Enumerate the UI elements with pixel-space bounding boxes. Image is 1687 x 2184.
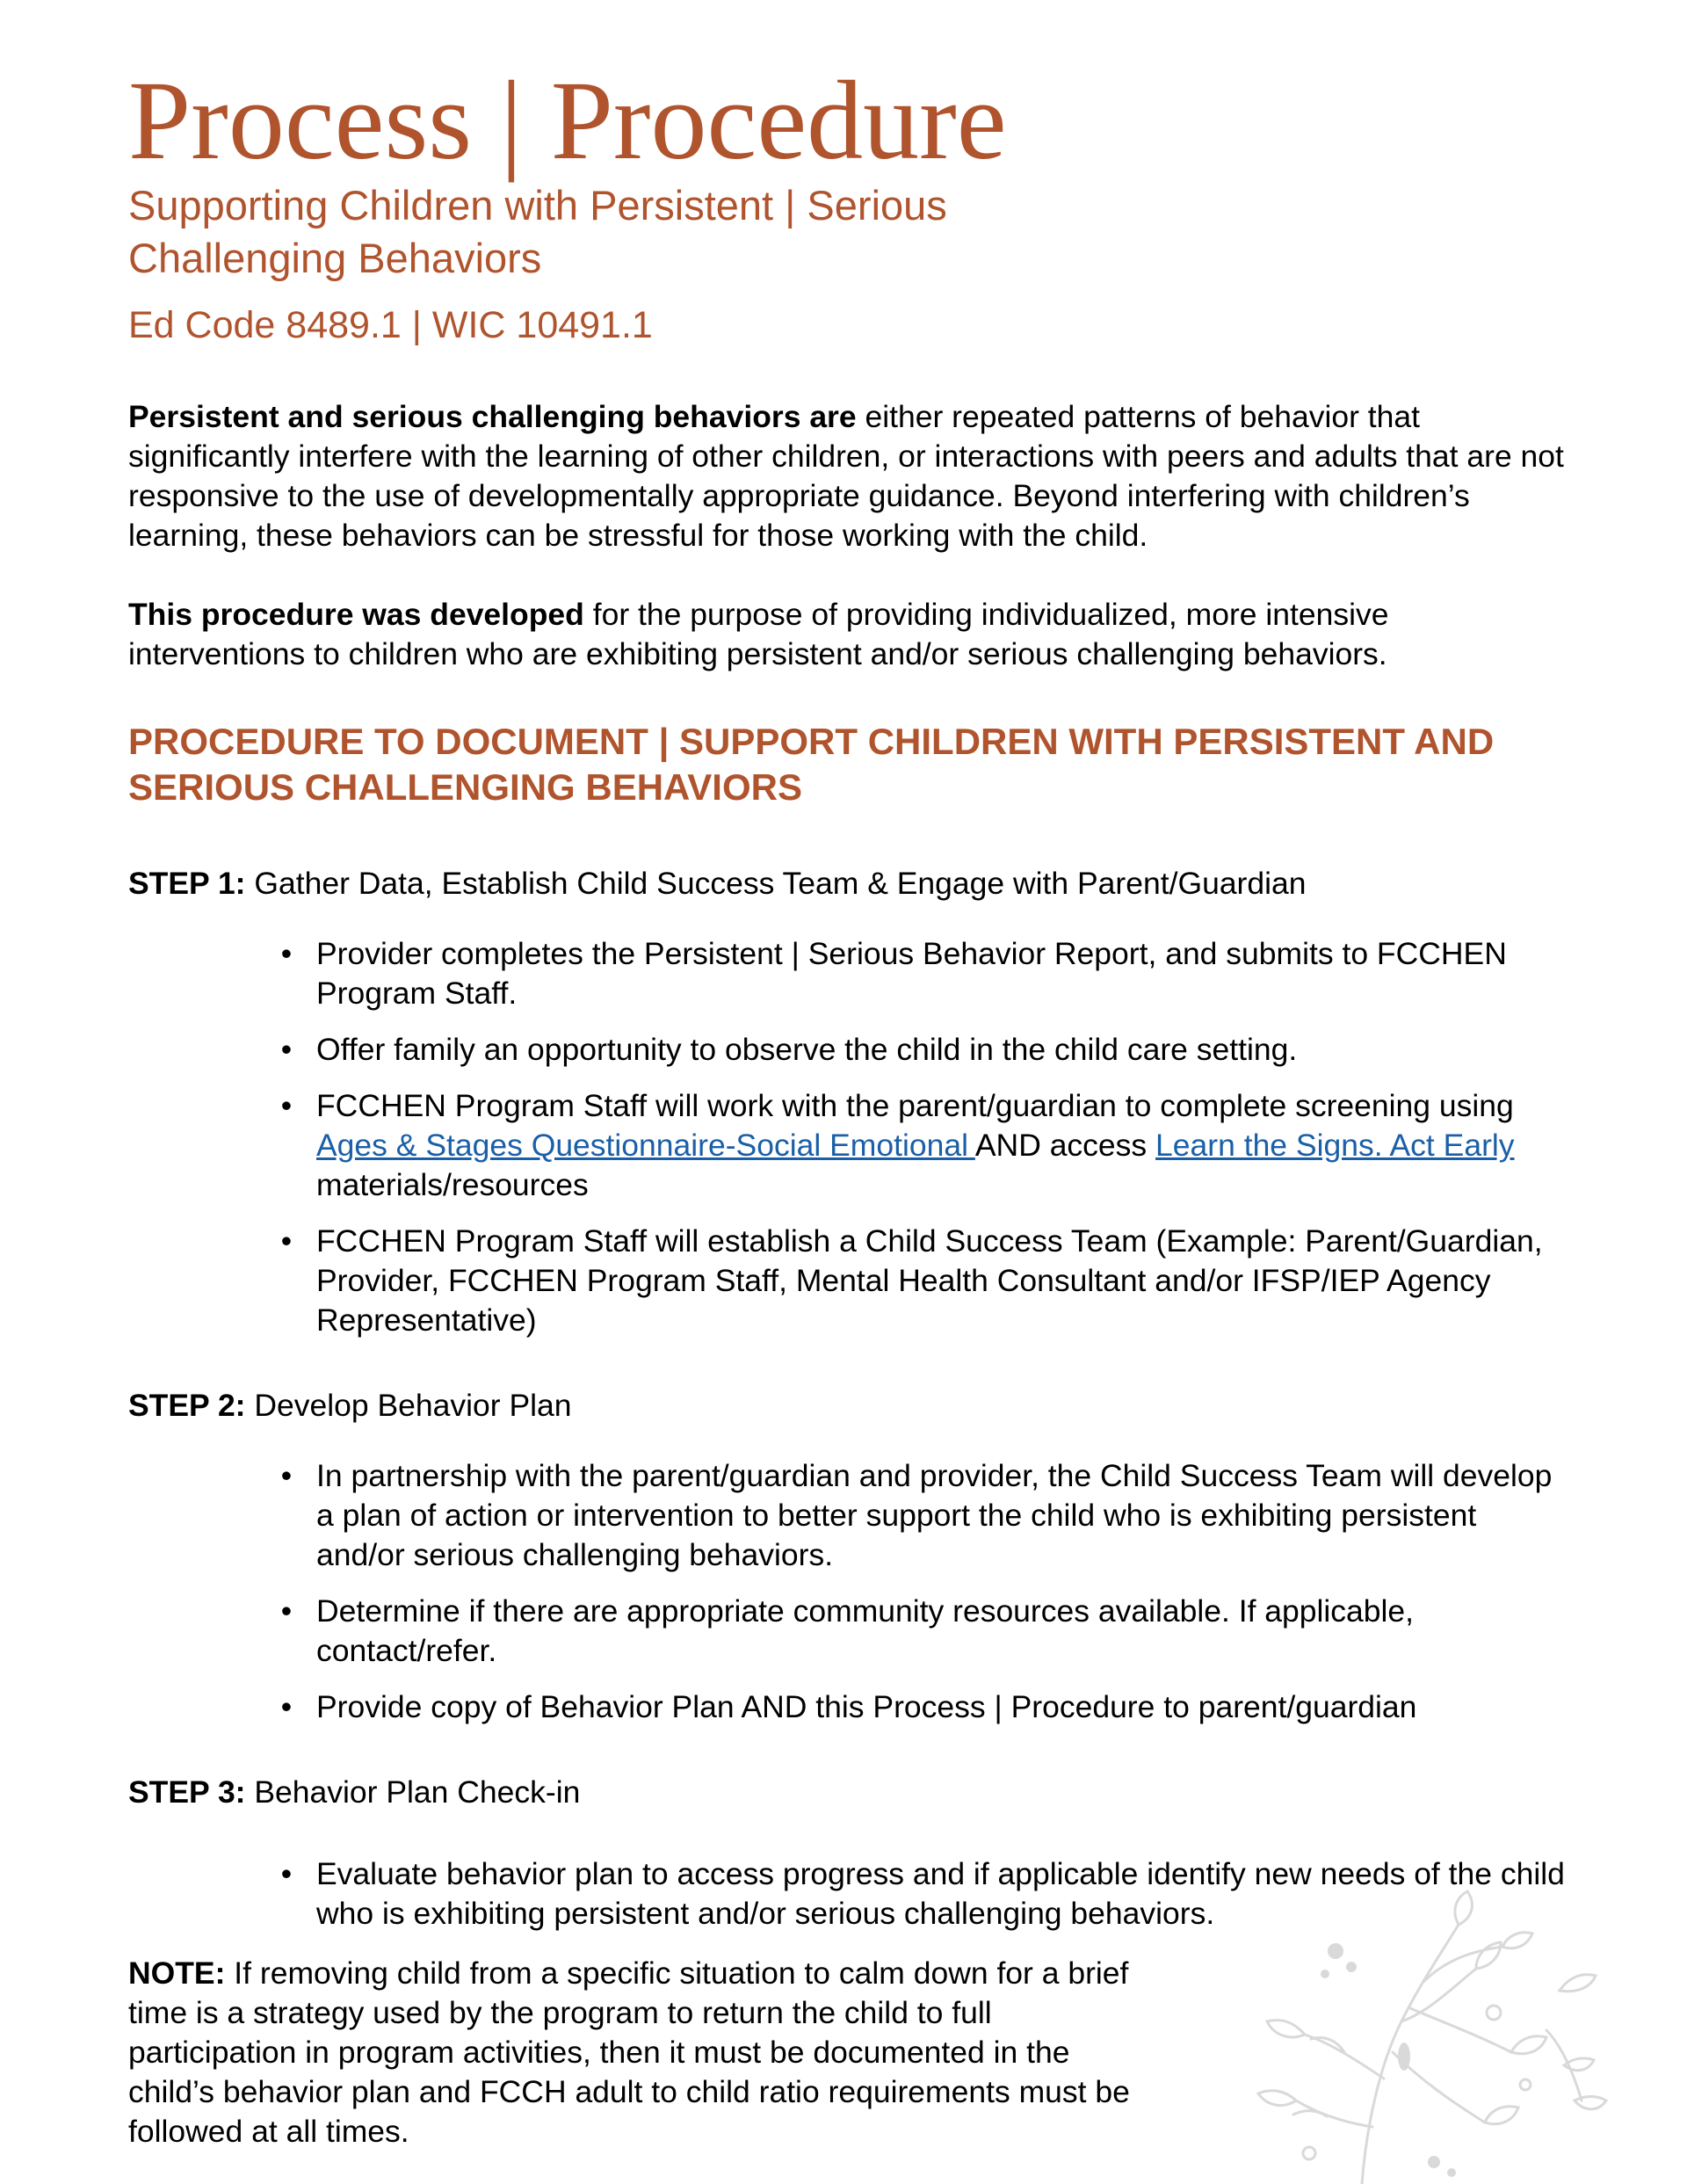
page-subtitle [128, 179, 947, 285]
step-1-label: STEP 1: [128, 866, 246, 901]
step-2-label: STEP 2: [128, 1388, 246, 1423]
purpose-text: for the purpose of providing individualized, more intensive interventions to children who are exhibiting persistent and/or serious challenging behaviors. [128, 597, 1389, 671]
bullet-icon: • [280, 1088, 293, 1123]
definition-paragraph [128, 397, 1569, 555]
step-3-heading [128, 1773, 580, 1812]
asq-se-link[interactable]: Ages & Stages Questionnaire-Social Emotional [316, 1128, 975, 1163]
bullet-icon: • [280, 1032, 293, 1067]
step-1-heading [128, 864, 1307, 903]
list-item-text: In partnership with the parent/guardian and provider, the Child Success Team will develop a plan of action or intervention to better support the child who is exhibiting persistent and/or serious challenging behaviors. [316, 1458, 1553, 1572]
bullet-icon: • [280, 1593, 293, 1629]
step-2-title: Develop Behavior Plan [245, 1388, 572, 1423]
list-item [280, 1687, 1573, 1727]
list-item [280, 1222, 1573, 1340]
bullet-icon: • [280, 1223, 293, 1259]
list-item-text: Evaluate behavior plan to access progress and if applicable identify new needs of the child who is exhibiting persistent and/or serious challenging behaviors. [316, 1856, 1565, 1931]
bullet-icon: • [280, 1689, 293, 1724]
definition-bold: Persistent and serious challenging behaviors are [128, 399, 857, 434]
definition-text: either repeated patterns of behavior that significantly interfere with the learning of other children, or interactions with peers and adults that are not responsive to the use of developmentally appropriate guidance. Beyond interfering with children’s learning, these behaviors can be stressful for those working with the child. [128, 399, 1564, 553]
bullet-icon: • [280, 936, 293, 971]
section-heading: PROCEDURE TO DOCUMENT | SUPPORT CHILDREN WITH PERSISTENT AND SERIOUS CHALLENGING BEHAVIORS [128, 721, 1495, 808]
step-3-title: Behavior Plan Check-in [245, 1774, 581, 1810]
step-1-bullets [280, 934, 1573, 1357]
floral-illustration-icon [1213, 1890, 1617, 2184]
list-item-text: FCCHEN Program Staff will work with the parent/guardian to complete screening using [316, 1088, 1514, 1123]
note-text: If removing child from a specific situation to calm down for a brief time is a strategy used by the program to return the child to full participation in program activities, then it must be documented in the child’s behavior plan and FCCH adult to child ratio requirements must be followed at all times. [128, 1955, 1130, 2149]
list-item-text: Provider completes the Persistent | Serious Behavior Report, and submits to FCCHEN Program Staff. [316, 936, 1507, 1011]
list-item-text: AND access [974, 1128, 1156, 1163]
code-reference: Ed Code 8489.1 | WIC 10491.1 [128, 304, 653, 346]
purpose-paragraph [128, 595, 1569, 674]
step-3-label: STEP 3: [128, 1774, 246, 1810]
subtitle-line-1: Supporting Children with Persistent | Serious [128, 182, 947, 229]
list-item-text: Provide copy of Behavior Plan AND this Process | Procedure to parent/guardian [316, 1689, 1417, 1724]
list-item [280, 1030, 1573, 1070]
bullet-icon: • [280, 1458, 293, 1493]
step-1-title: Gather Data, Establish Child Success Team & Engage with Parent/Guardian [245, 866, 1307, 901]
list-item [280, 934, 1573, 1013]
step-2-bullets [280, 1456, 1573, 1744]
list-item [280, 1592, 1573, 1671]
note-label: NOTE: [128, 1955, 226, 1991]
list-item-text: materials/resources [316, 1167, 589, 1202]
step-2-heading [128, 1386, 572, 1426]
list-item-text: Determine if there are appropriate community resources available. If applicable, contact/refer. [316, 1593, 1415, 1668]
learn-the-signs-link[interactable]: Learn the Signs. Act Early [1155, 1128, 1515, 1163]
list-item-text: Offer family an opportunity to observe the child in the child care setting. [316, 1032, 1298, 1067]
list-item [280, 1456, 1573, 1575]
bullet-icon: • [280, 1856, 293, 1891]
note-paragraph [128, 1954, 1130, 2151]
list-item-text: FCCHEN Program Staff will establish a Child Success Team (Example: Parent/Guardian, Provider, FCCHEN Program Staff, Mental Health Consultant and/or IFSP/IEP Agency Representative) [316, 1223, 1543, 1338]
page-title: Process | Procedure [128, 58, 1007, 183]
list-item [280, 1086, 1573, 1205]
purpose-bold: This procedure was developed [128, 597, 584, 632]
subtitle-line-2: Challenging Behaviors [128, 235, 542, 281]
